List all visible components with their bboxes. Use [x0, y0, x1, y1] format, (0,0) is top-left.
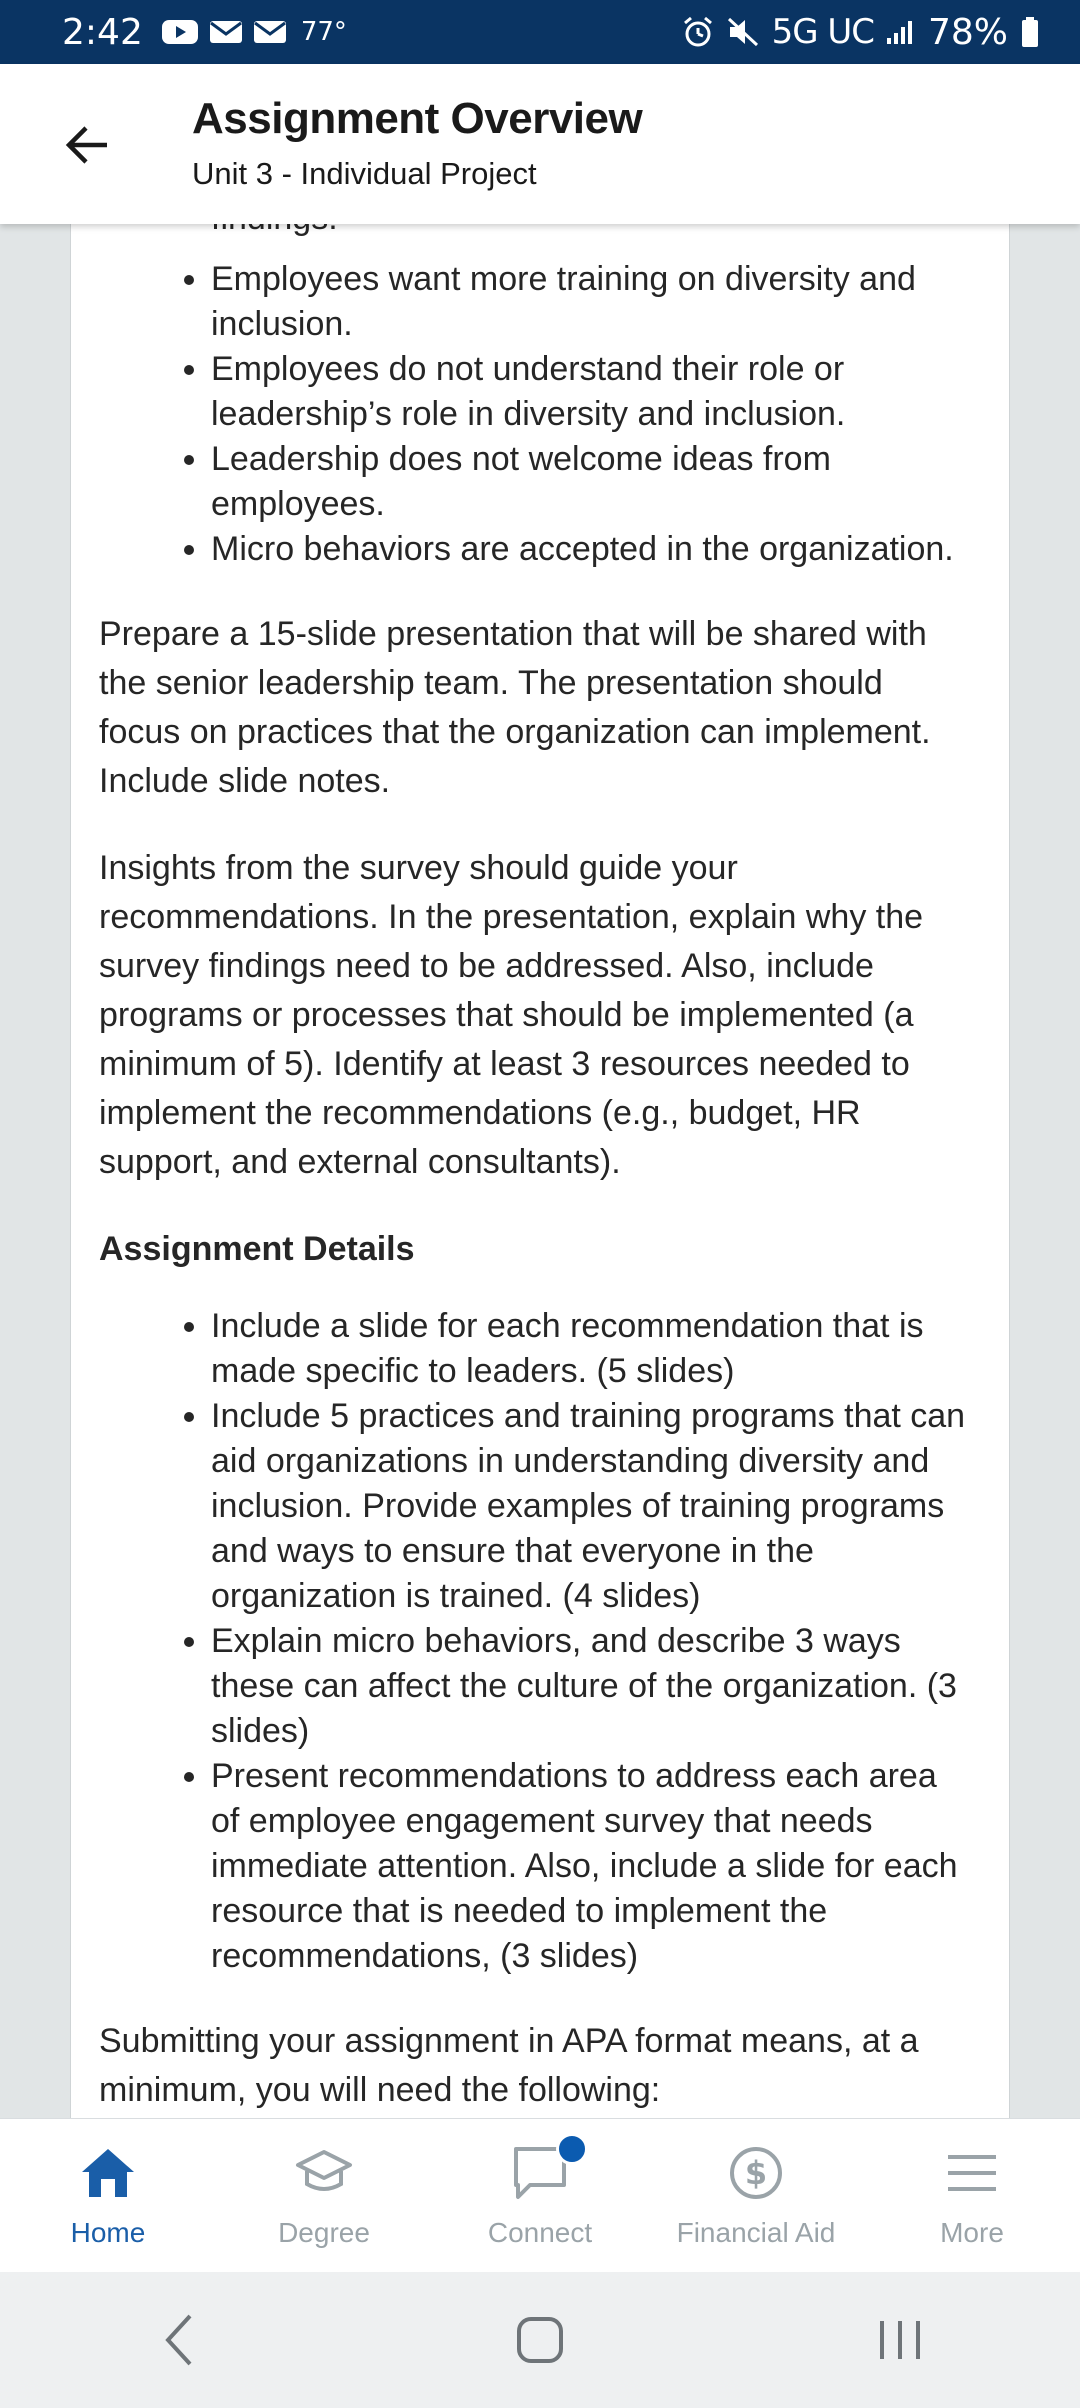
- graduation-cap-icon: [294, 2143, 354, 2203]
- mail-icon: [209, 19, 243, 45]
- youtube-icon: [161, 18, 199, 46]
- dollar-icon: [726, 2143, 786, 2203]
- nav-degree[interactable]: [216, 2119, 432, 2273]
- system-recents-button[interactable]: [855, 2295, 945, 2385]
- home-icon: [78, 2143, 138, 2203]
- status-time: 2:42: [62, 11, 143, 53]
- app-header: [0, 64, 1080, 224]
- page-subtitle: Unit 3 - Individual Project: [192, 156, 537, 191]
- notification-badge: [556, 2133, 588, 2165]
- page-title: Assignment Overview: [192, 94, 643, 143]
- recents-icon: [878, 2317, 922, 2363]
- mail-icon: [253, 19, 287, 45]
- back-arrow-icon: [65, 125, 109, 165]
- alarm-icon: [682, 16, 714, 48]
- svg-text:$: $: [744, 2154, 768, 2192]
- nav-home[interactable]: [0, 2119, 216, 2273]
- signal-icon: [886, 18, 916, 46]
- list-item: • Present recommendations to address each area of employee engagement survey that needs immediate attention. Also, include a slide for each resource that is needed to implement the recommendations, (3 slides): [211, 1754, 971, 1979]
- list-item: • Employees want more training on diversity and inclusion.: [211, 257, 971, 347]
- back-button[interactable]: [52, 110, 122, 180]
- list-item: • Explain micro behaviors, and describe 3 ways these can affect the culture of the organization. (3 slides): [211, 1619, 971, 1754]
- nav-more[interactable]: [864, 2119, 1080, 2273]
- status-bar: [0, 0, 1080, 64]
- system-home-button[interactable]: [495, 2295, 585, 2385]
- content-scroll: [99, 196, 971, 2115]
- system-navigation: [0, 2272, 1080, 2408]
- home-square-icon: [515, 2315, 565, 2365]
- nav-label: Connect: [487, 2217, 593, 2248]
- list-item: • Employees do not understand their role or leadership’s role in diversity and inclusion.: [211, 347, 971, 437]
- apa-paragraph: Submitting your assignment in APA format means, at a minimum, you will need the following:: [99, 2022, 919, 2109]
- list-item: • Leadership does not welcome ideas from employees.: [211, 437, 971, 527]
- status-temperature: 77°: [300, 17, 347, 47]
- assignment-content[interactable]: [70, 224, 1010, 2118]
- list-item: • Include 5 practices and training programs that can aid organizations in understanding diversity and inclusion. Provide examples of training programs and ways to ensure that everyone in the organization is trained. (4 slides): [211, 1394, 971, 1619]
- network-type: 5G UC: [771, 12, 874, 52]
- insights-paragraph: Insights from the survey should guide your recommendations. In the presentation, explain why the survey findings need to be addressed. Also, include programs or processes that should be implemented (a minimum of 5). Identify at least 3 resources needed to implement the recommendations (e.g., budget, HR support, and external consultants).: [99, 849, 924, 1181]
- battery-icon: [1020, 16, 1040, 48]
- menu-icon: [942, 2143, 1002, 2203]
- mute-icon: [726, 16, 760, 48]
- nav-label: Financial Aid: [676, 2217, 836, 2248]
- assignment-details-heading: Assignment Details: [99, 1230, 415, 1268]
- nav-connect[interactable]: [432, 2119, 648, 2273]
- battery-percent: 78%: [927, 11, 1008, 53]
- system-back-button[interactable]: [135, 2295, 225, 2385]
- list-item: • Include a slide for each recommendation that is made specific to leaders. (5 slides): [211, 1304, 971, 1394]
- presentation-paragraph: Prepare a 15-slide presentation that will be shared with the senior leadership team. The presentation should focus on practices that the organization can implement. Include slide notes.: [99, 615, 931, 800]
- nav-financial-aid[interactable]: [648, 2119, 864, 2273]
- nav-label: More: [940, 2217, 1004, 2248]
- list-item: • Micro behaviors are accepted in the organization.: [211, 527, 971, 572]
- nav-label: Degree: [278, 2217, 370, 2248]
- bottom-navigation: [0, 2118, 1080, 2273]
- nav-label: Home: [70, 2217, 146, 2248]
- chevron-left-icon: [160, 2312, 200, 2368]
- status-right: [682, 12, 1040, 53]
- survey-findings-list: [99, 257, 971, 572]
- assignment-details-list: [99, 1304, 971, 1979]
- status-left: [62, 12, 347, 53]
